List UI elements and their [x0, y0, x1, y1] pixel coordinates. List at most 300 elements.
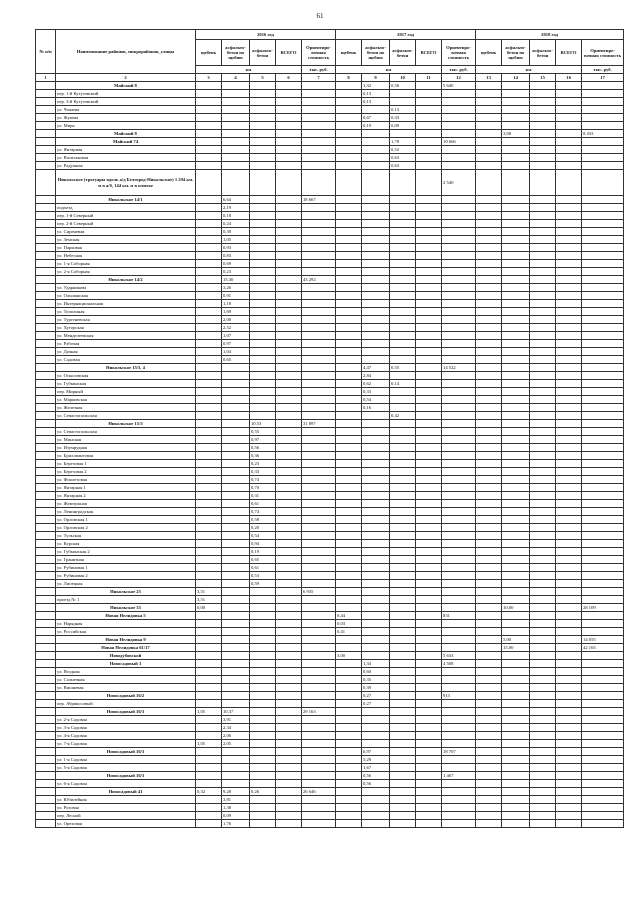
- value-cell: [442, 292, 476, 300]
- value-cell: [556, 588, 582, 596]
- value-cell: [390, 596, 416, 604]
- value-cell: [556, 356, 582, 364]
- value-cell: [362, 564, 390, 572]
- value-cell: [196, 556, 222, 564]
- value-cell: [416, 700, 442, 708]
- value-cell: [276, 380, 302, 388]
- value-cell: [362, 348, 390, 356]
- value-cell: [276, 170, 302, 196]
- value-cell: 0,58: [250, 516, 276, 524]
- value-cell: 4,47: [362, 364, 390, 372]
- value-cell: [362, 244, 390, 252]
- value-cell: [276, 572, 302, 580]
- value-cell: [530, 98, 556, 106]
- value-cell: [476, 268, 502, 276]
- value-cell: [390, 732, 416, 740]
- value-cell: 0,24: [222, 220, 250, 228]
- value-cell: [336, 220, 362, 228]
- value-cell: 0,30: [222, 228, 250, 236]
- value-cell: [390, 460, 416, 468]
- value-cell: [336, 476, 362, 484]
- value-cell: [336, 364, 362, 372]
- value-cell: [556, 122, 582, 130]
- value-cell: [362, 252, 390, 260]
- row-no-cell: [36, 228, 56, 236]
- value-cell: 0,36: [250, 452, 276, 460]
- value-cell: [442, 532, 476, 540]
- value-cell: [250, 588, 276, 596]
- value-cell: [302, 796, 336, 804]
- row-name-cell: ул. Рубиновая 2: [56, 572, 196, 580]
- value-cell: [196, 372, 222, 380]
- value-cell: [530, 316, 556, 324]
- value-cell: [250, 252, 276, 260]
- value-cell: [336, 114, 362, 122]
- value-cell: [276, 716, 302, 724]
- value-cell: [390, 356, 416, 364]
- value-cell: [442, 388, 476, 396]
- value-cell: [530, 364, 556, 372]
- value-cell: [390, 740, 416, 748]
- value-cell: [362, 556, 390, 564]
- value-cell: [336, 756, 362, 764]
- value-cell: [222, 668, 250, 676]
- row-no-cell: [36, 460, 56, 468]
- value-cell: [442, 684, 476, 692]
- value-cell: [502, 468, 530, 476]
- row-no-cell: [36, 146, 56, 154]
- value-cell: 0,03: [336, 620, 362, 628]
- value-cell: [302, 300, 336, 308]
- value-cell: [416, 452, 442, 460]
- value-cell: [336, 636, 362, 644]
- value-cell: [502, 460, 530, 468]
- value-cell: [196, 668, 222, 676]
- value-cell: 0,09: [390, 122, 416, 130]
- value-cell: [530, 388, 556, 396]
- value-cell: [196, 114, 222, 122]
- row-no-cell: [36, 500, 56, 508]
- value-cell: [196, 252, 222, 260]
- value-cell: [502, 284, 530, 292]
- value-cell: [582, 492, 624, 500]
- value-cell: [362, 596, 390, 604]
- row-no-cell: [36, 388, 56, 396]
- value-cell: [582, 196, 624, 204]
- value-cell: [556, 516, 582, 524]
- value-cell: [276, 756, 302, 764]
- value-cell: [250, 106, 276, 114]
- column-number: 13: [476, 74, 502, 82]
- value-cell: 0,55: [390, 364, 416, 372]
- value-cell: [416, 356, 442, 364]
- value-cell: [302, 340, 336, 348]
- table-row: [36, 356, 624, 364]
- value-cell: [196, 468, 222, 476]
- value-cell: [502, 146, 530, 154]
- value-cell: [196, 228, 222, 236]
- table-row: [36, 460, 624, 468]
- value-cell: [302, 114, 336, 122]
- value-cell: [302, 138, 336, 146]
- value-cell: [390, 484, 416, 492]
- value-cell: 1,78: [390, 138, 416, 146]
- value-cell: [196, 106, 222, 114]
- row-name-cell: ул. Рубиновая 1: [56, 564, 196, 572]
- value-cell: [502, 612, 530, 620]
- value-cell: [530, 412, 556, 420]
- value-cell: [276, 524, 302, 532]
- value-cell: [336, 436, 362, 444]
- value-cell: 0,74: [250, 508, 276, 516]
- table-row: [36, 700, 624, 708]
- value-cell: [362, 708, 390, 716]
- value-cell: [476, 340, 502, 348]
- row-no-cell: [36, 556, 56, 564]
- value-cell: [276, 724, 302, 732]
- value-cell: [276, 332, 302, 340]
- value-cell: [276, 252, 302, 260]
- value-cell: [276, 684, 302, 692]
- value-cell: [416, 436, 442, 444]
- value-cell: [582, 300, 624, 308]
- value-cell: [390, 548, 416, 556]
- value-cell: [476, 146, 502, 154]
- value-cell: [442, 316, 476, 324]
- value-cell: [556, 268, 582, 276]
- value-cell: [442, 372, 476, 380]
- value-cell: [582, 476, 624, 484]
- value-cell: [502, 788, 530, 796]
- column-number: 5: [250, 74, 276, 82]
- value-cell: [250, 316, 276, 324]
- value-cell: [416, 516, 442, 524]
- value-cell: [502, 796, 530, 804]
- value-cell: 15,00: [502, 644, 530, 652]
- value-cell: 28 109: [582, 604, 624, 612]
- value-cell: [222, 138, 250, 146]
- row-no-cell: [36, 516, 56, 524]
- value-cell: [336, 444, 362, 452]
- value-cell: [362, 580, 390, 588]
- value-cell: [222, 700, 250, 708]
- value-cell: [556, 628, 582, 636]
- value-cell: [362, 572, 390, 580]
- value-cell: [582, 436, 624, 444]
- value-cell: [390, 98, 416, 106]
- value-cell: [502, 572, 530, 580]
- column-number: 1: [36, 74, 56, 82]
- value-cell: [196, 508, 222, 516]
- value-cell: [276, 644, 302, 652]
- value-cell: [196, 204, 222, 212]
- value-cell: [556, 652, 582, 660]
- table-row: [36, 628, 624, 636]
- value-cell: [442, 484, 476, 492]
- row-name-cell: ул. Жемчужная: [56, 500, 196, 508]
- value-cell: [502, 114, 530, 122]
- row-no-cell: [36, 796, 56, 804]
- value-cell: 0,42: [390, 412, 416, 420]
- value-cell: 0,00: [196, 604, 222, 612]
- table-row: [36, 732, 624, 740]
- value-cell: [582, 628, 624, 636]
- value-cell: [302, 90, 336, 98]
- row-no-cell: [36, 668, 56, 676]
- value-cell: [250, 292, 276, 300]
- value-cell: [476, 660, 502, 668]
- row-name-cell: ул. Мира: [56, 122, 196, 130]
- value-cell: [556, 596, 582, 604]
- row-name-cell: Никольское 25: [56, 588, 196, 596]
- table-row: [36, 98, 624, 106]
- value-cell: [476, 580, 502, 588]
- value-cell: [336, 676, 362, 684]
- value-cell: [276, 106, 302, 114]
- value-cell: [582, 516, 624, 524]
- value-cell: [582, 796, 624, 804]
- value-cell: [250, 372, 276, 380]
- value-cell: [476, 500, 502, 508]
- value-cell: [582, 212, 624, 220]
- value-cell: [390, 284, 416, 292]
- value-cell: [530, 764, 556, 772]
- value-cell: [276, 788, 302, 796]
- table-row: [36, 820, 624, 828]
- value-cell: 0,63: [390, 154, 416, 162]
- value-cell: [416, 676, 442, 684]
- value-cell: [502, 812, 530, 820]
- value-cell: [442, 252, 476, 260]
- value-cell: [582, 364, 624, 372]
- value-cell: [556, 90, 582, 98]
- value-cell: [390, 684, 416, 692]
- value-cell: [582, 236, 624, 244]
- value-cell: [250, 90, 276, 98]
- value-cell: [476, 170, 502, 196]
- value-cell: [336, 268, 362, 276]
- value-cell: [502, 548, 530, 556]
- value-cell: [390, 772, 416, 780]
- value-cell: [582, 708, 624, 716]
- value-cell: [442, 564, 476, 572]
- value-cell: [362, 444, 390, 452]
- value-cell: 9,28: [222, 788, 250, 796]
- value-cell: [416, 812, 442, 820]
- value-cell: [276, 388, 302, 396]
- value-cell: [442, 676, 476, 684]
- value-cell: [390, 644, 416, 652]
- table-row: [36, 372, 624, 380]
- value-cell: [416, 580, 442, 588]
- value-cell: [222, 644, 250, 652]
- value-cell: [530, 796, 556, 804]
- value-cell: [336, 724, 362, 732]
- value-cell: [502, 170, 530, 196]
- value-cell: [442, 276, 476, 284]
- row-no-cell: [36, 748, 56, 756]
- value-cell: [276, 780, 302, 788]
- column-number: 17: [582, 74, 624, 82]
- roads-table: [35, 29, 624, 828]
- value-cell: [582, 772, 624, 780]
- value-cell: [442, 756, 476, 764]
- value-cell: [390, 428, 416, 436]
- value-cell: [556, 508, 582, 516]
- value-cell: [196, 316, 222, 324]
- value-cell: [222, 748, 250, 756]
- row-name-cell: ул. Сиреневая: [56, 228, 196, 236]
- value-cell: [196, 652, 222, 660]
- value-cell: [476, 492, 502, 500]
- value-cell: [442, 820, 476, 828]
- value-cell: [476, 636, 502, 644]
- value-cell: [502, 396, 530, 404]
- row-no-cell: [36, 162, 56, 170]
- value-cell: [530, 252, 556, 260]
- value-cell: [416, 340, 442, 348]
- value-cell: [362, 220, 390, 228]
- value-cell: 0,56: [362, 780, 390, 788]
- value-cell: [502, 780, 530, 788]
- value-cell: [362, 796, 390, 804]
- value-cell: 0,32: [196, 788, 222, 796]
- value-cell: 3,26: [222, 284, 250, 292]
- value-cell: 0,65: [250, 556, 276, 564]
- value-cell: 0,35: [362, 676, 390, 684]
- value-cell: [362, 196, 390, 204]
- value-cell: [390, 252, 416, 260]
- value-cell: [196, 564, 222, 572]
- value-cell: 26 646: [302, 788, 336, 796]
- row-no-cell: [36, 244, 56, 252]
- value-cell: [276, 220, 302, 228]
- row-no-cell: [36, 548, 56, 556]
- row-name-cell: Новая Нелидовка 9: [56, 636, 196, 644]
- value-cell: [336, 820, 362, 828]
- row-name-cell: ул. Тополиная: [56, 308, 196, 316]
- value-cell: [556, 196, 582, 204]
- value-cell: [442, 596, 476, 604]
- row-no-cell: [36, 812, 56, 820]
- value-cell: [416, 492, 442, 500]
- value-cell: [196, 500, 222, 508]
- value-cell: [556, 604, 582, 612]
- value-cell: [250, 620, 276, 628]
- row-no-cell: [36, 740, 56, 748]
- table-row: [36, 122, 624, 130]
- value-cell: [502, 324, 530, 332]
- value-cell: [442, 500, 476, 508]
- value-cell: [276, 260, 302, 268]
- value-cell: [302, 628, 336, 636]
- value-cell: [416, 708, 442, 716]
- header-year-2018: 2018 год: [476, 30, 624, 40]
- value-cell: 18 767: [442, 748, 476, 756]
- value-cell: [556, 772, 582, 780]
- value-cell: [276, 268, 302, 276]
- value-cell: [362, 612, 390, 620]
- value-cell: [530, 748, 556, 756]
- value-cell: [276, 604, 302, 612]
- value-cell: [336, 764, 362, 772]
- value-cell: [276, 356, 302, 364]
- value-cell: [222, 380, 250, 388]
- section-row: [36, 276, 624, 284]
- table-row: [36, 308, 624, 316]
- value-cell: 0,97: [222, 340, 250, 348]
- value-cell: [442, 122, 476, 130]
- value-cell: [416, 772, 442, 780]
- value-cell: [302, 170, 336, 196]
- value-cell: [390, 348, 416, 356]
- value-cell: [582, 268, 624, 276]
- value-cell: [476, 356, 502, 364]
- section-row: [36, 138, 624, 146]
- value-cell: [336, 308, 362, 316]
- value-cell: [250, 220, 276, 228]
- value-cell: [250, 284, 276, 292]
- value-cell: [222, 620, 250, 628]
- value-cell: [416, 308, 442, 316]
- value-cell: [556, 332, 582, 340]
- value-cell: [196, 98, 222, 106]
- value-cell: [442, 106, 476, 114]
- row-name-cell: ул. 5-я Садовая: [56, 764, 196, 772]
- value-cell: [362, 300, 390, 308]
- row-name-cell: Новосадовый 41: [56, 788, 196, 796]
- value-cell: [502, 244, 530, 252]
- value-cell: 2,52: [222, 324, 250, 332]
- value-cell: [362, 154, 390, 162]
- row-no-cell: [36, 820, 56, 828]
- value-cell: [222, 452, 250, 460]
- value-cell: [250, 612, 276, 620]
- table-row: [36, 548, 624, 556]
- value-cell: [556, 612, 582, 620]
- value-cell: [222, 98, 250, 106]
- row-no-cell: [36, 444, 56, 452]
- value-cell: [582, 228, 624, 236]
- value-cell: [390, 228, 416, 236]
- value-cell: [222, 588, 250, 596]
- row-no-cell: [36, 154, 56, 162]
- row-no-cell: [36, 524, 56, 532]
- value-cell: [196, 548, 222, 556]
- row-no-cell: [36, 404, 56, 412]
- table-row: [36, 780, 624, 788]
- value-cell: [302, 732, 336, 740]
- value-cell: [222, 130, 250, 138]
- value-cell: [336, 106, 362, 114]
- value-cell: [476, 740, 502, 748]
- value-cell: [196, 580, 222, 588]
- row-name-cell: ул. Липецкая: [56, 580, 196, 588]
- value-cell: [336, 556, 362, 564]
- value-cell: [476, 138, 502, 146]
- column-number: 8: [336, 74, 362, 82]
- value-cell: [302, 756, 336, 764]
- value-cell: [582, 732, 624, 740]
- value-cell: [390, 276, 416, 284]
- value-cell: [276, 468, 302, 476]
- row-no-cell: [36, 588, 56, 596]
- row-name-cell: Новодубовской: [56, 652, 196, 660]
- row-no-cell: [36, 412, 56, 420]
- value-cell: [276, 420, 302, 428]
- value-cell: [390, 508, 416, 516]
- value-cell: [196, 772, 222, 780]
